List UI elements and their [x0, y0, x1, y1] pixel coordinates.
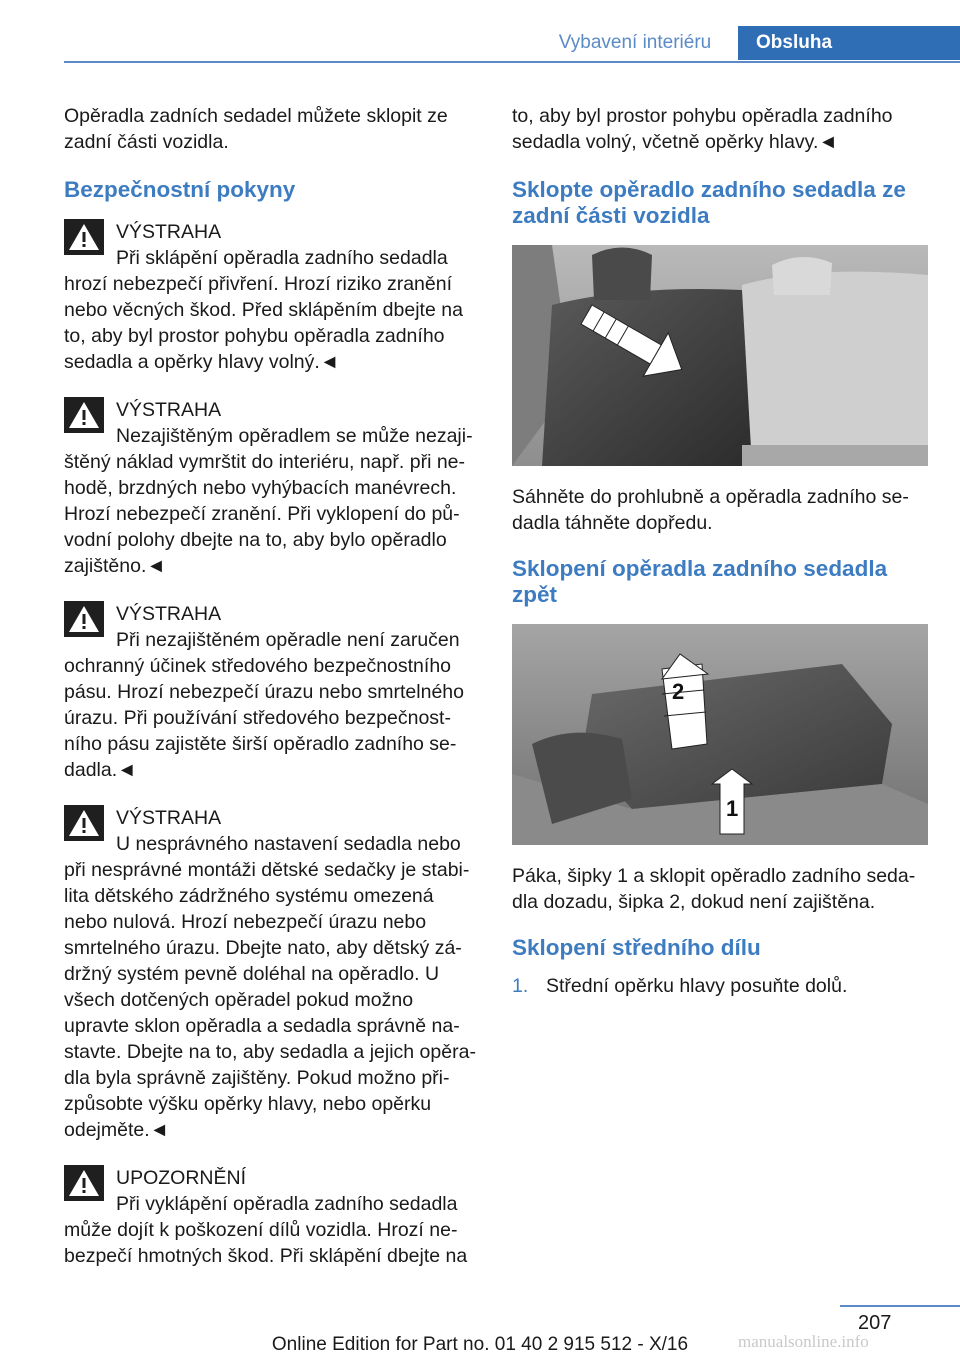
photo-seat-fold-back — [512, 624, 928, 845]
step-number: 1. — [512, 975, 529, 997]
warning-label: VÝSTRAHA — [116, 221, 222, 243]
arrow-label-1: 1 — [726, 796, 739, 821]
warning-text: Nezajištěným opěradlem se může nezajištěný náklad vymrštit do interiéru, např. při nehodě, brzdných nebo vyhýbacích manévrech. Hrozí nebezpečí zranění. Při vyklopení do původní polohy dbejte na to, aby bylo opěradlo zajištěno.◄ — [64, 425, 473, 577]
warning-icon — [64, 219, 104, 255]
notice-text: Při vyklápění opěradla zadního sedadla může dojít k poškození dílů vozidla. Hrozí nebezpečí hmotných škod. Při sklápění dbejte na — [64, 1193, 468, 1267]
safety-heading: Bezpečnostní pokyny — [64, 177, 296, 202]
warning-block — [64, 805, 482, 1143]
continued-paragraph: to, aby byl prostor pohybu opěradla zadního sedadla volný, včetně opěrky hlavy.◄ — [512, 105, 893, 153]
edition-line: Online Edition for Part no. 01 40 2 915 512 - X/16 — [271, 1334, 689, 1355]
caption-fold-from-rear: Sáhněte do prohlubně a opěradla zadního sedadla táhněte dopředu. — [512, 486, 909, 534]
warning-icon — [64, 601, 104, 637]
warning-text: U nesprávného nastavení sedadla nebo při nesprávné montáži dětské sedačky je stabilita dětského zádržného systému omezená nebo nulová. Hrozí nebezpečí úrazu nebo smrtelného úrazu. Dbejte nato, aby dětský zádržný systém pevně doléhal na opěradlo. U všech dotčených opěradel pokud možno upravte sklon opěradla a sedadla správně nastavte. Dbejte na to, aby sedadla a jejich opěradla byla správně zajištěny. Pokud možno přizpůsobte výšku opěrky hlavy, nebo opěrku odejměte.◄ — [64, 833, 476, 1141]
warning-text: Při nezajištěném opěradle není zaručen ochranný účinek středového bezpečnostního pásu. Hrozí nebezpečí úrazu nebo smrtelného úrazu. Při používání středového bezpečnostního pásu zajistěte širší opěradlo zadního sedadla.◄ — [64, 629, 464, 781]
header-chapter-tab: Obsluha — [738, 26, 960, 60]
step-text: Střední opěrku hlavy posuňte dolů. — [546, 975, 848, 997]
notice-block — [64, 1165, 482, 1269]
warning-icon — [64, 805, 104, 841]
warning-block — [64, 397, 482, 579]
warning-text: Při sklápění opěradla zadního sedadla hrozí nebezpečí přivření. Hrozí riziko zranění nebo věcných škod. Před sklápěním dbejte na to, aby byl prostor pohybu opěradla zadního sedadla a opěrky hlavy volný.◄ — [64, 247, 463, 373]
warning-icon — [64, 1165, 104, 1201]
page-number: 207 — [858, 1312, 892, 1334]
section-heading-fold-back: Sklopení opěradla zadního sedadla zpět — [512, 556, 888, 607]
photo-seat-backrest — [512, 245, 928, 466]
header-rule — [64, 61, 960, 63]
caption-fold-back: Páka, šipky 1 a sklopit opěradlo zadního sedadla dozadu, šipka 2, dokud není zajištěna. — [512, 865, 916, 913]
arrow-label-2: 2 — [672, 679, 685, 704]
section-heading-fold-from-rear: Sklopte opěradlo zadního sedadla ze zadní části vozidla — [512, 177, 906, 228]
watermark: manualsonline.info — [738, 1332, 869, 1351]
header-section-tab: Vybavení interiéru — [558, 32, 712, 53]
intro-paragraph: Opěradla zadních sedadel můžete sklopit ze zadní části vozidla. — [64, 105, 448, 153]
right-column — [512, 103, 930, 999]
warning-block — [64, 601, 482, 783]
notice-label: UPOZORNĚNÍ — [116, 1167, 247, 1189]
warning-label: VÝSTRAHA — [116, 399, 222, 421]
footer-rule — [840, 1305, 960, 1307]
left-column — [64, 103, 482, 1269]
steps-list — [512, 973, 930, 999]
warning-icon — [64, 397, 104, 433]
warning-label: VÝSTRAHA — [116, 603, 222, 625]
warning-block — [64, 219, 482, 375]
section-heading-center-part: Sklopení středního dílu — [512, 935, 761, 960]
warning-label: VÝSTRAHA — [116, 807, 222, 829]
list-item — [512, 973, 930, 999]
